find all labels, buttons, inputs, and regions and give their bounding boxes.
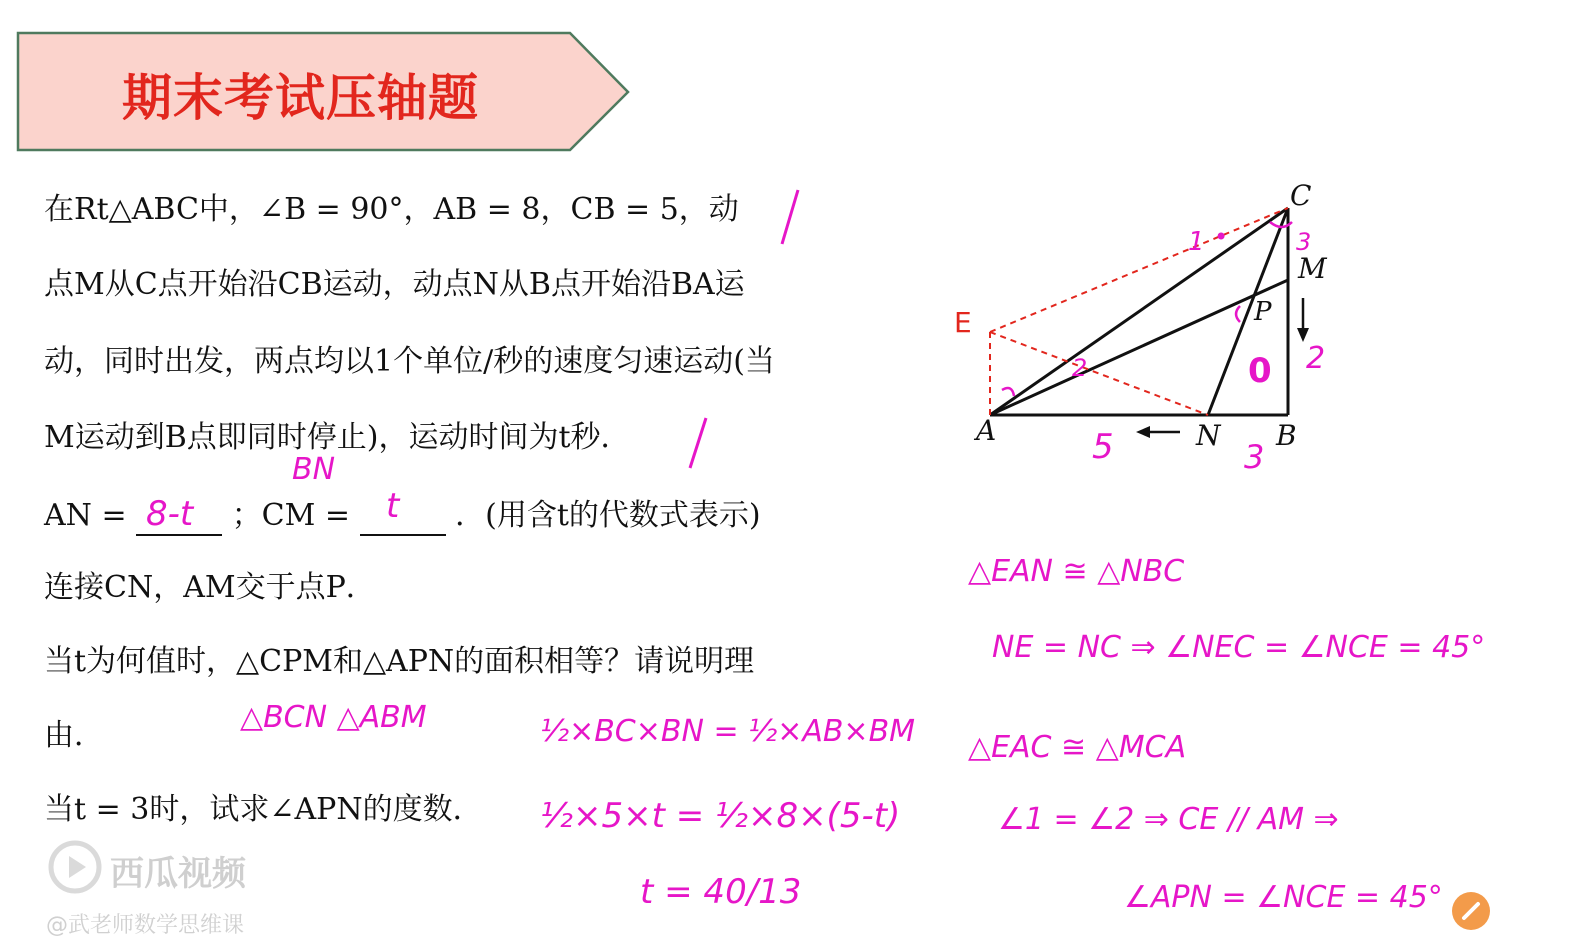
hw-mark-dot: • — [1214, 223, 1229, 251]
watermark-logo-icon — [48, 840, 102, 894]
vertex-label-b: B — [1276, 419, 1297, 452]
hw-cm-answer: t — [386, 486, 400, 526]
hw-mark-3a: 3 — [1296, 228, 1312, 256]
banner-title: 期末考试压轴题 — [122, 69, 479, 127]
hw-reason-1: △EAN ≅ △NBC — [968, 554, 1185, 589]
hw-reason-4: ∠1 = ∠2 ⇒ CE // AM ⇒ — [998, 802, 1339, 837]
problem-line-4: M运动到B点即同时停止)，运动时间为t秒． — [44, 420, 631, 455]
problem-line-6: 连接CN，AM交于点P． — [44, 570, 376, 605]
hw-bn: BN — [292, 452, 336, 487]
problem-line-1: 在Rt△ABC中，∠B = 90°，AB = 8，CB = 5，动 — [44, 192, 739, 227]
hw-mark-0: 0 — [1248, 351, 1272, 391]
hw-mark-2b: 2 — [1306, 341, 1326, 376]
problem-line-7: 当t为何值时，△CPM和△APN的面积相等？请说明理 — [44, 644, 755, 679]
vertex-label-p: P — [1254, 297, 1272, 327]
problem-line-8: 由． — [44, 718, 104, 753]
hw-mark-3b: 3 — [1244, 438, 1265, 475]
hw-equation-1: ½×BC×BN = ½×AB×BM — [540, 714, 916, 749]
an-label: AN = — [44, 498, 127, 533]
problem-line-9: 当t = 3时，试求∠APN的度数． — [44, 792, 483, 827]
vertex-label-a: A — [976, 414, 997, 447]
hw-triangle-labels: △BCN △ABM — [240, 700, 427, 735]
vertex-label-m: M — [1298, 252, 1327, 285]
vertex-label-e: E — [954, 306, 972, 339]
hw-mark-1: 1 — [1188, 227, 1205, 257]
hw-equation-3: t = 40/13 — [640, 872, 802, 912]
watermark-brand: 西瓜视频 — [110, 854, 246, 894]
hw-reason-3: △EAC ≅ △MCA — [968, 730, 1187, 765]
triangle-figure — [950, 175, 1350, 475]
problem-line-3: 动，同时出发，两点均以1个单位/秒的速度匀速运动(当 — [44, 344, 775, 379]
cm-label: ；CM = — [231, 498, 351, 533]
vertex-label-n: N — [1196, 419, 1221, 452]
q1-tail: ．(用含t的代数式表示) — [455, 498, 761, 533]
pencil-icon — [1452, 892, 1490, 930]
hw-reason-5: ∠APN = ∠NCE = 45° — [1124, 880, 1443, 915]
hw-mark-5: 5 — [1092, 427, 1114, 467]
hw-mark-2a: 2 — [1072, 354, 1088, 382]
watermark-credit: @武老师数学思维课 — [46, 913, 245, 938]
problem-line-2: 点M从C点开始沿CB运动，动点N从B点开始沿BA运 — [44, 267, 745, 302]
pencil-tool-button[interactable] — [1452, 892, 1490, 930]
hw-reason-2: NE = NC ⇒ ∠NEC = ∠NCE = 45° — [992, 630, 1486, 665]
vertex-label-c: C — [1290, 179, 1312, 212]
hw-equation-2: ½×5×t = ½×8×(5-t) — [540, 796, 901, 836]
hw-an-answer: 8-t — [146, 494, 194, 534]
